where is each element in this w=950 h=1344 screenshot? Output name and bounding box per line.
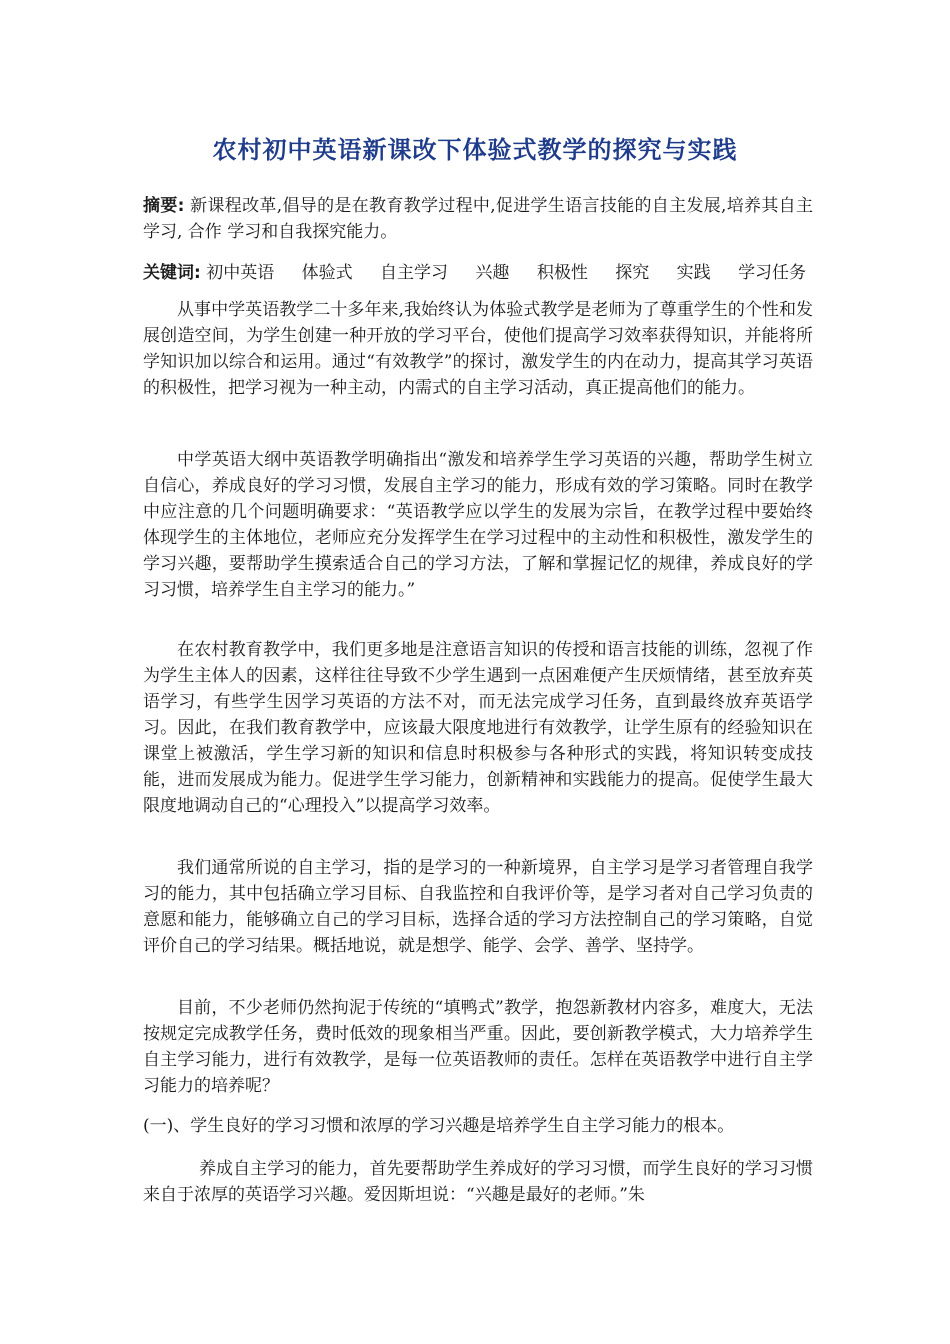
keywords-label: 关键词: bbox=[143, 263, 201, 283]
keywords bbox=[143, 260, 813, 286]
document-title: 农村初中英语新课改下体验式教学的探究与实践 bbox=[212, 136, 738, 164]
keyword: 实践 bbox=[676, 263, 711, 283]
abstract-text: 新课程改革,倡导的是在教育教学过程中,促进学生语言技能的自主发展,培养其自主学习, 合作 学习和自我探究能力。 bbox=[143, 196, 813, 242]
abstract-label: 摘要: bbox=[143, 196, 185, 216]
keyword: 体验式 bbox=[301, 263, 353, 283]
keyword: 自主学习 bbox=[380, 263, 449, 283]
abstract bbox=[143, 193, 813, 245]
keyword: 积极性 bbox=[536, 263, 588, 283]
keyword: 兴趣 bbox=[475, 263, 510, 283]
keyword: 学习任务 bbox=[738, 263, 807, 283]
body-paragraph-4: 我们通常所说的自主学习，指的是学习的一种新境界，自主学习是学习者管理自我学习的能力，其中包括确立学习目标、自我监控和自我评价等，是学习者对自己学习负责的意愿和能力，能够确立自己的学习目标，选择合适的学习方法控制自己的学习策略，自觉评价自己的学习结果。概括地说，就是想学、能学、会学、善学、坚持学。 bbox=[143, 858, 813, 956]
keyword: 初中英语 bbox=[206, 263, 275, 283]
section-heading-1: (一)、学生良好的学习习惯和浓厚的学习兴趣是培养学生自主学习能力的根本。 bbox=[143, 1116, 735, 1136]
body-paragraph-6: 养成自主学习的能力，首先要帮助学生养成好的学习习惯，而学生良好的学习习惯来自于浓厚的英语学习兴趣。爱因斯坦说：“兴趣是最好的老师。”朱 bbox=[143, 1159, 813, 1205]
body-paragraph-3: 在农村教育教学中，我们更多地是注意语言知识的传授和语言技能的训练，忽视了作为学生主体人的因素，这样往往导致不少学生遇到一点困难便产生厌烦情绪，甚至放弃英语学习，有些学生因学习英语的方法不对，而无法完成学习任务，直到最终放弃英语学习。因此，在我们教育教学中，应该最大限度地进行有效教学，让学生原有的经验知识在课堂上被激活，学生学习新的知识和信息时积极参与各种形式的实践，将知识转变成技能，进而发展成为能力。促进学生学习能力，创新精神和实践能力的提高。促使学生最大限度地调动自己的“心理投入”以提高学习效率。 bbox=[143, 640, 813, 816]
body-paragraph-5: 目前，不少老师仍然拘泥于传统的“填鸭式”教学，抱怨新教材内容多，难度大，无法按规定完成教学任务，费时低效的现象相当严重。因此，要创新教学模式，大力培养学生自主学习能力，进行有效教学，是每一位英语教师的责任。怎样在英语教学中进行自主学习能力的培养呢？ bbox=[143, 998, 813, 1096]
keyword: 探究 bbox=[615, 263, 650, 283]
body-paragraph-2: 中学英语大纲中英语教学明确指出“激发和培养学生学习英语的兴趣，帮助学生树立自信心，养成良好的学习习惯，发展自主学习的能力，形成有效的学习策略。同时在教学中应注意的几个问题明确要求：“英语教学应以学生的发展为宗旨，在教学过程中要始终体现学生的主体地位，老师应充分发挥学生在学习过程中的主动性和积极性，激发学生的学习兴趣，要帮助学生摸索适合自己的学习方法，了解和掌握记忆的规律，养成良好的学习习惯，培养学生自主学习的能力。” bbox=[143, 450, 813, 600]
body-paragraph-1: 从事中学英语教学二十多年来,我始终认为体验式教学是老师为了尊重学生的个性和发展创造空间，为学生创建一种开放的学习平台，使他们提高学习效率获得知识，并能将所学知识加以综合和运用。通过“有效教学”的探讨，激发学生的内在动力，提高其学习英语的积极性，把学习视为一种主动，内需式的自主学习活动，真正提高他们的能力。 bbox=[143, 300, 813, 398]
